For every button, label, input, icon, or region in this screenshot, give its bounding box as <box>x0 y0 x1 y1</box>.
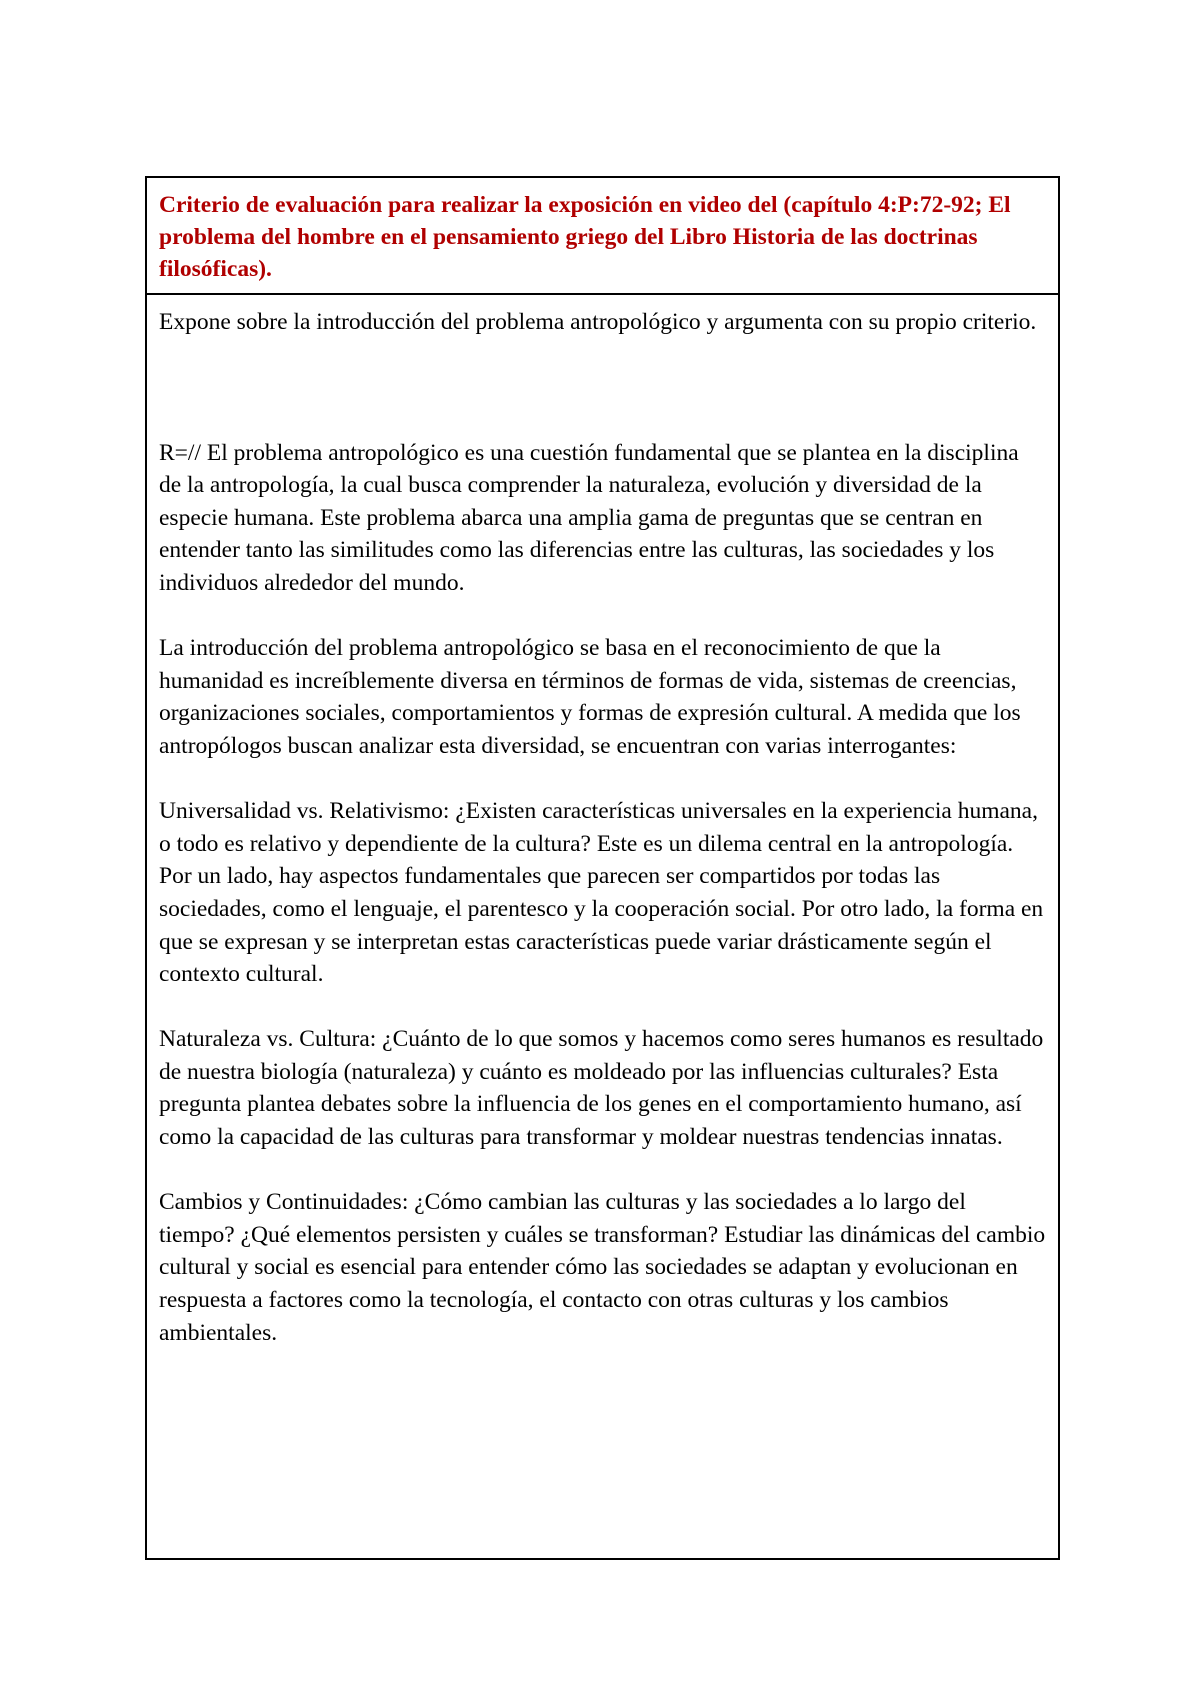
spacer <box>159 991 1046 1024</box>
answer-paragraph-5: Cambios y Continuidades: ¿Cómo cambian las culturas y las sociedades a lo largo del tiempo? ¿Qué elementos persisten y cuáles se transforman? Estudiar las dinámicas del cambio cultural y social es esencial para entender cómo las sociedades se adaptan y evolucionan en respuesta a factores como la tecnología, el contacto con otras culturas y los cambios ambientales. <box>159 1189 1046 1346</box>
evaluation-table <box>145 176 1060 1560</box>
table-body-cell <box>147 295 1058 1349</box>
table-header-cell <box>147 178 1058 295</box>
answer-paragraph-3: Universalidad vs. Relativismo: ¿Existen características universales en la experiencia humana, o todo es relativo y dependiente de la cultura? Este es un dilema central en la antropología. Por un lado, hay aspectos fundamentales que parecen ser compartidos por todas las sociedades, como el lenguaje, el parentesco y la cooperación social. Por otro lado, la forma en que se expresan y se interpretan estas características puede variar drásticamente según el contexto cultural. <box>159 798 1044 988</box>
answer-paragraph-1: R=// El problema antropológico es una cuestión fundamental que se plantea en la disciplina de la antropología, la cual busca comprender la naturaleza, evolución y diversidad de la especie humana. Este problema abarca una amplia gama de preguntas que se centran en entender tanto las similitudes como las diferencias entre las culturas, las sociedades y los individuos alrededor del mundo. <box>159 439 1019 596</box>
spacer <box>159 1154 1046 1187</box>
spacer <box>159 339 1046 437</box>
criteria-heading: Criterio de evaluación para realizar la exposición en video del (capítulo 4:P:72-92; El problema del hombre en el pensamiento griego del Libro Historia de las doctrinas filosóficas). <box>159 192 1011 282</box>
answer-paragraph-4: Naturaleza vs. Cultura: ¿Cuánto de lo que somos y hacemos como seres humanos es resultado de nuestra biología (naturaleza) y cuánto es moldeado por las influencias culturales? Esta pregunta plantea debates sobre la influencia de los genes en el comportamiento humano, así como la capacidad de las culturas para transformar y moldear nuestras tendencias innatas. <box>159 1026 1044 1151</box>
spacer <box>159 600 1046 633</box>
prompt-text: Expone sobre la introducción del problema antropológico y argumenta con su propio criterio. <box>159 309 1037 335</box>
spacer <box>159 763 1046 796</box>
answer-paragraph-2: La introducción del problema antropológico se basa en el reconocimiento de que la humanidad es increíblemente diversa en términos de formas de vida, sistemas de creencias, organizaciones sociales, comportamientos y formas de expresión cultural. A medida que los antropólogos buscan analizar esta diversidad, se encuentran con varias interrogantes: <box>159 635 1021 759</box>
